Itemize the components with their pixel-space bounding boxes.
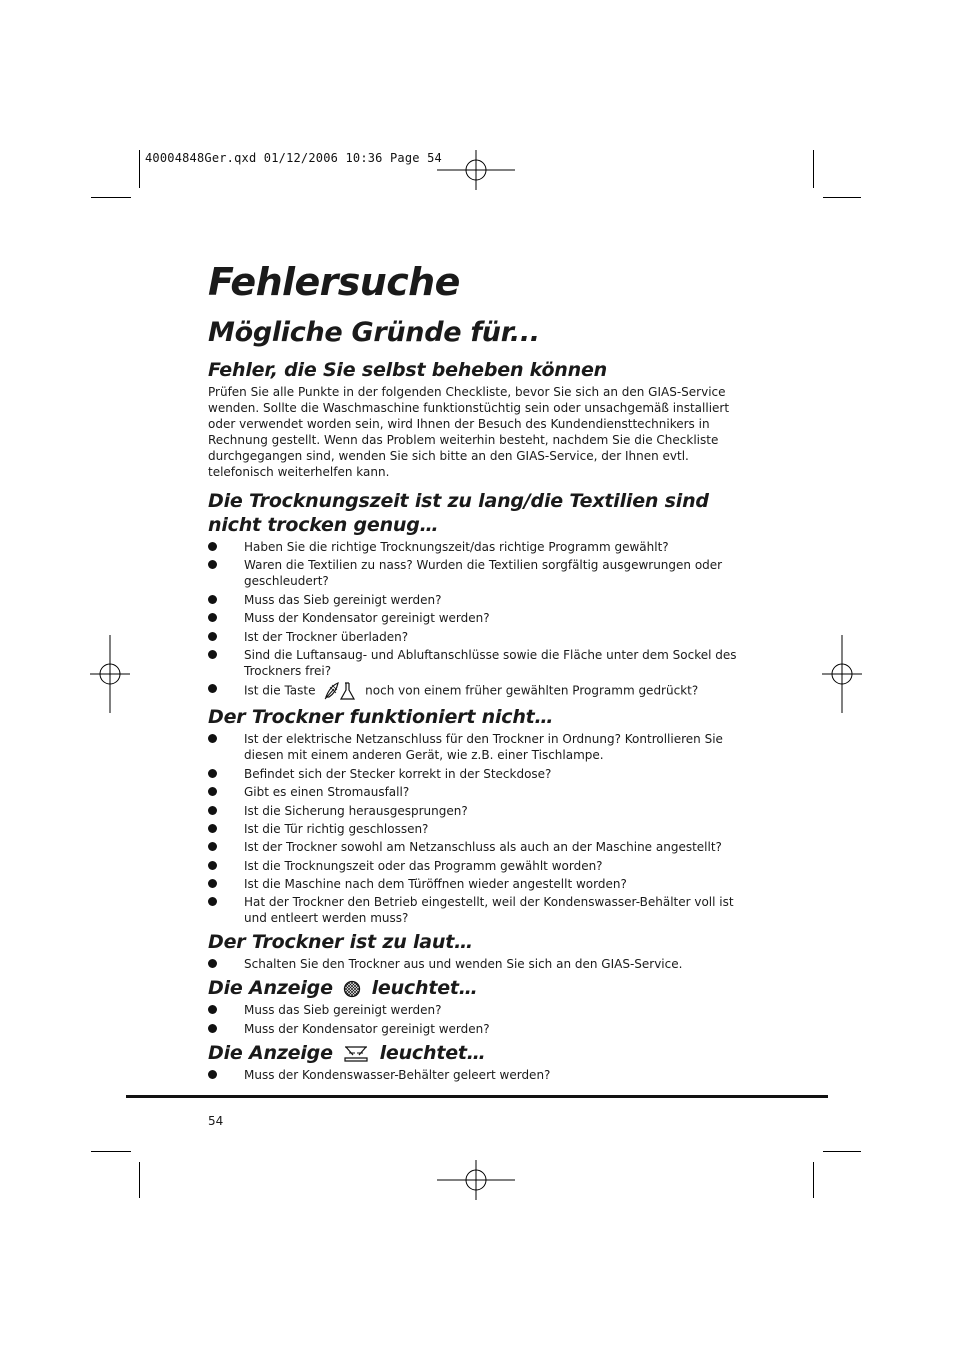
registration-mark-bottom <box>437 1160 517 1200</box>
crop-mark <box>813 150 814 188</box>
page-subtitle: Mögliche Gründe für... <box>208 317 540 348</box>
print-slug: 40004848Ger.qxd 01/12/2006 10:36 Page 54 <box>145 151 442 165</box>
section-heading: Fehler, die Sie selbst beheben können <box>208 359 607 381</box>
bullet-icon <box>208 734 217 743</box>
crop-mark <box>813 1162 814 1198</box>
section-heading: Der Trockner ist zu laut… <box>208 931 473 954</box>
registration-mark-top <box>437 150 517 190</box>
section-drying-time <box>208 489 748 701</box>
list-item: Muss der Kondensator gereinigt werden? <box>208 1021 744 1037</box>
bullet-icon <box>208 632 217 641</box>
bullet-icon <box>208 861 217 870</box>
page-title: Fehlersuche <box>208 260 460 304</box>
registration-mark-left <box>90 635 130 715</box>
checklist <box>208 1002 748 1036</box>
list-item: Sind die Luftansaug- und Abluftanschlüsse sowie die Fläche unter dem Sockel des Trockners frei? <box>208 647 744 679</box>
list-item: Muss der Kondenswasser-Behälter geleert werden? <box>208 1067 744 1083</box>
list-item: Muss das Sieb gereinigt werden? <box>208 592 744 608</box>
bullet-icon <box>208 959 217 968</box>
section-heading: Die Anzeige leuchtet… <box>208 977 478 1000</box>
section-heading: Der Trockner funktioniert nicht… <box>208 706 554 729</box>
list-item: Gibt es einen Stromausfall? <box>208 784 744 800</box>
crop-mark <box>823 197 861 198</box>
bullet-icon <box>208 613 217 622</box>
list-item: Ist die Sicherung herausgesprungen? <box>208 803 744 819</box>
checklist <box>208 956 748 972</box>
bullet-icon <box>208 842 217 851</box>
section-too-loud <box>208 930 748 972</box>
section-filter-indicator <box>208 976 748 1036</box>
section-water-indicator <box>208 1041 748 1083</box>
crop-mark <box>91 1151 131 1152</box>
page-content <box>208 258 748 1085</box>
registration-mark-right <box>822 635 862 715</box>
water-container-icon <box>343 1044 369 1062</box>
bullet-icon <box>208 1005 217 1014</box>
bullet-icon <box>208 897 217 906</box>
bullet-icon <box>208 595 217 604</box>
checklist <box>208 1067 748 1083</box>
list-item: Ist der Trockner überladen? <box>208 629 744 645</box>
bottom-divider <box>126 1095 828 1098</box>
list-item: Muss das Sieb gereinigt werden? <box>208 1002 744 1018</box>
bullet-icon <box>208 684 217 693</box>
list-item: Ist die Taste noch von einem früher gewählten Programm gedrückt? <box>208 681 744 701</box>
page-number: 54 <box>208 1114 224 1128</box>
list-item: Waren die Textilien zu nass? Wurden die Textilien sorgfältig ausgewrungen oder geschleudert? <box>208 557 744 589</box>
list-item: Hat der Trockner den Betrieb eingestellt, weil der Kondenswasser-Behälter voll ist und entleert werden muss? <box>208 894 744 926</box>
list-item: Haben Sie die richtige Trocknungszeit/das richtige Programm gewählt? <box>208 539 744 555</box>
section-heading: Die Anzeige leuchtet… <box>208 1041 486 1064</box>
section-self-fix <box>208 358 748 480</box>
checklist <box>208 731 748 926</box>
section-paragraph: Prüfen Sie alle Punkte in der folgenden Checkliste, bevor Sie sich an den GIAS-Service wenden. Sollte die Waschmaschine funktionstüchtig sein oder unsachgemäß installiert oder verwendet worden sein, wird Ihnen der Besuch des Kundendiensttechnikers in Rechnung gestellt. Wenn das Problem weiterhin besteht, nachdem Sie die Checkliste durchgegangen sind, wenden Sie sich bitte an den GIAS-Service, der Ihnen evtl. telefonisch weiterhelfen kann. <box>208 385 730 479</box>
delicate-button-icon <box>323 681 357 701</box>
list-item: Ist der Trockner sowohl am Netzanschluss als auch an der Maschine angestellt? <box>208 839 744 855</box>
bullet-icon <box>208 542 217 551</box>
bullet-icon <box>208 1070 217 1079</box>
list-item: Muss der Kondensator gereinigt werden? <box>208 610 744 626</box>
bullet-icon <box>208 650 217 659</box>
list-item: Ist die Tür richtig geschlossen? <box>208 821 744 837</box>
list-item: Befindet sich der Stecker korrekt in der Steckdose? <box>208 766 744 782</box>
bullet-icon <box>208 806 217 815</box>
crop-mark <box>139 150 140 188</box>
list-item: Ist die Trocknungszeit oder das Programm gewählt worden? <box>208 858 744 874</box>
section-not-working <box>208 705 748 926</box>
bullet-icon <box>208 560 217 569</box>
section-heading: Die Trocknungszeit ist zu lang/die Textilien sind nicht trocken genug… <box>208 490 709 536</box>
bullet-icon <box>208 787 217 796</box>
list-item: Ist der elektrische Netzanschluss für den Trockner in Ordnung? Kontrollieren Sie diesen mit einem anderen Gerät, wie z.B. einer Tischlampe. <box>208 731 744 763</box>
filter-indicator-icon <box>343 980 361 998</box>
bullet-icon <box>208 1024 217 1033</box>
crop-mark <box>139 1162 140 1198</box>
list-item: Schalten Sie den Trockner aus und wenden Sie sich an den GIAS-Service. <box>208 956 744 972</box>
checklist <box>208 539 748 701</box>
bullet-icon <box>208 769 217 778</box>
bullet-icon <box>208 824 217 833</box>
crop-mark <box>823 1151 861 1152</box>
list-item: Ist die Maschine nach dem Türöffnen wieder angestellt worden? <box>208 876 744 892</box>
crop-mark <box>91 197 131 198</box>
bullet-icon <box>208 879 217 888</box>
